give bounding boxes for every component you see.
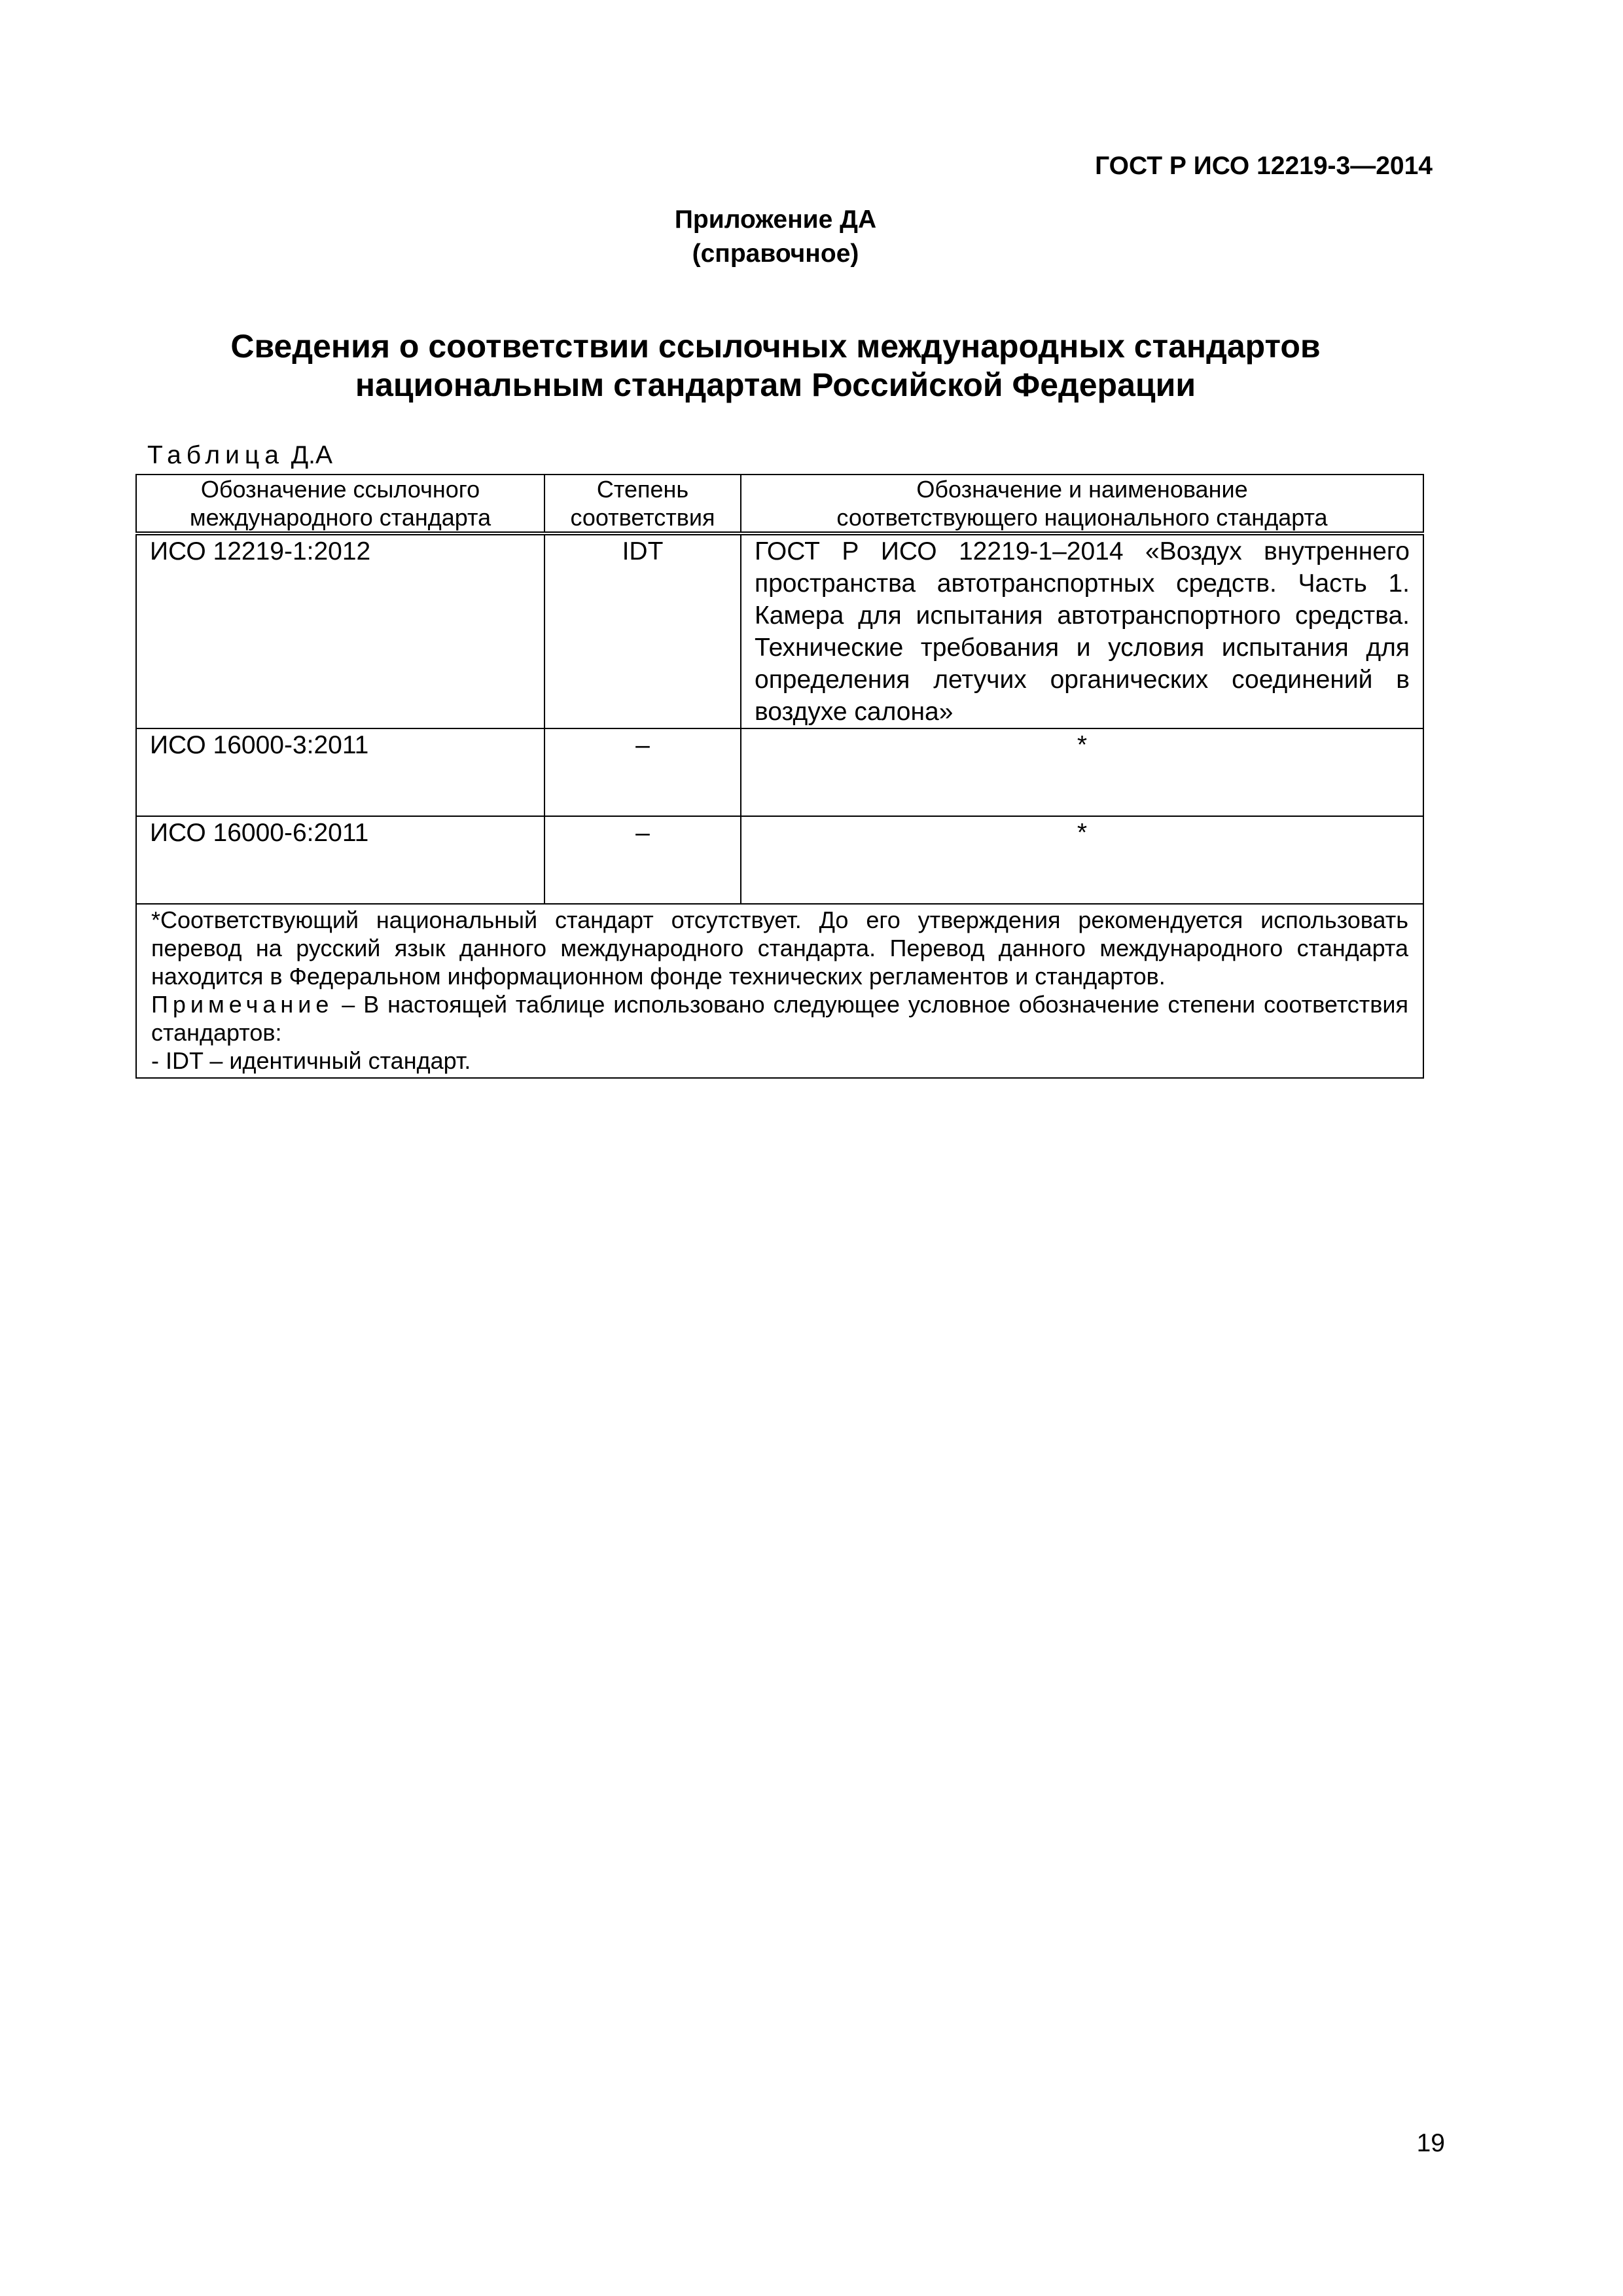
table-header-row [136, 475, 1423, 533]
national-standard-cell: * [741, 728, 1423, 816]
reference-code-cell: ИСО 16000-3:2011 [136, 728, 544, 816]
appendix-title: Приложение ДА [674, 206, 877, 234]
degree-cell: – [544, 816, 741, 904]
table-caption [147, 441, 332, 470]
national-standard-cell: ГОСТ Р ИСО 12219-1–2014 «Воздух внутреннего пространства автотранспортных средств. Часть 1. Камера для испытания автотранспортного средства. Технические требования и условия испытания для определения летучих органических соединений в воздухе салона» [741, 533, 1423, 728]
document-code: ГОСТ Р ИСО 12219-3—2014 [1095, 152, 1433, 180]
table-caption-word: Таблица [147, 441, 284, 469]
degree-cell: IDT [544, 533, 741, 728]
table-note [151, 990, 1408, 1047]
note-text: – В настоящей таблице использовано следующее условное обозначение степени соответствия стандартов: [151, 991, 1408, 1046]
section-title-line-2: национальным стандартам Российской Федерации [355, 367, 1196, 403]
section-title [0, 327, 1551, 404]
table-row [136, 728, 1423, 816]
table-row [136, 533, 1423, 728]
header-degree-of-conformity: Степень соответствия [544, 475, 741, 533]
appendix-subtitle: (справочное) [692, 240, 859, 268]
note-item: - IDT – идентичный стандарт. [151, 1047, 471, 1074]
header-national-standard: Обозначение и наименование соответствующего национального стандарта [741, 475, 1423, 533]
header-reference-standard: Обозначение ссылочного международного стандарта [136, 475, 544, 533]
page-number: 19 [1416, 2129, 1445, 2157]
table-caption-number: Д.А [291, 441, 333, 469]
standards-table [135, 474, 1424, 1079]
table-row [136, 816, 1423, 904]
footnote-text: *Соответствующий национальный стандарт отсутствует. До его утверждения рекомендуется использовать перевод на русский язык данного международного стандарта. Перевод данного международного стандарта находится в Федеральном информационном фонде технических регламентов и стандартов. [151, 906, 1408, 990]
table-footnote-row [136, 904, 1423, 1078]
table-footnote-cell [136, 904, 1423, 1078]
degree-cell: – [544, 728, 741, 816]
national-standard-cell: * [741, 816, 1423, 904]
note-label: Примечание [151, 991, 334, 1018]
appendix-heading [0, 203, 1551, 271]
reference-code-cell: ИСО 12219-1:2012 [136, 533, 544, 728]
section-title-line-1: Сведения о соответствии ссылочных международных стандартов [230, 328, 1321, 365]
reference-code-cell: ИСО 16000-6:2011 [136, 816, 544, 904]
